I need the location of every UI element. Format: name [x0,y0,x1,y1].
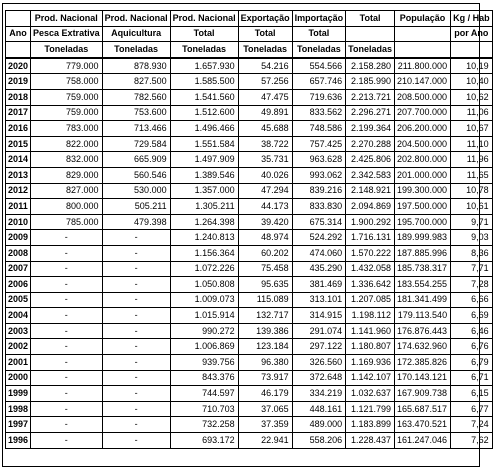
header-cell: Aquicultura [102,26,170,42]
value-cell: 10,40 [451,74,493,90]
header-cell: Total [346,11,395,27]
value-cell: 758.000 [31,74,103,90]
year-cell: 2000 [6,370,31,386]
header-cell: Kg / Hab [451,11,493,27]
header-cell [451,42,493,58]
value-cell: 748.586 [292,121,346,137]
value-cell: - [102,386,170,402]
year-cell: 2019 [6,74,31,90]
value-cell: 833.830 [292,199,346,215]
value-cell: 8,36 [451,245,493,261]
value-cell: 45.688 [238,121,292,137]
value-cell: - [31,245,103,261]
value-cell: 172.385.826 [395,355,451,371]
table-row [6,323,493,339]
header-cell: Total [238,26,292,42]
value-cell: 372.648 [292,370,346,386]
value-cell: - [31,261,103,277]
value-cell: 2.185.990 [346,74,395,90]
value-cell: 530.000 [102,183,170,199]
value-cell: 54.216 [238,58,292,74]
value-cell: 2.296.271 [346,105,395,121]
table-row [6,401,493,417]
value-cell: 759.000 [31,89,103,105]
value-cell: 44.173 [238,199,292,215]
value-cell: 1.156.364 [170,245,238,261]
table-body [6,58,493,448]
value-cell: 11,96 [451,152,493,168]
value-cell: 839.216 [292,183,346,199]
value-cell: 1.207.085 [346,292,395,308]
header-cell: Prod. Nacional [170,11,238,27]
value-cell: 2.148.921 [346,183,395,199]
header-cell: Toneladas [102,42,170,58]
value-cell: 675.314 [292,214,346,230]
value-cell: 448.161 [292,401,346,417]
value-cell: 199.300.000 [395,183,451,199]
value-cell: - [31,417,103,433]
value-cell: 60.202 [238,245,292,261]
value-cell: 1.072.226 [170,261,238,277]
header-cell [395,26,451,42]
value-cell: - [31,277,103,293]
table-row [6,370,493,386]
header-cell: Importação [292,11,346,27]
value-cell: 9,71 [451,214,493,230]
value-cell: 197.500.000 [395,199,451,215]
value-cell: 2.213.721 [346,89,395,105]
value-cell: 1.570.222 [346,245,395,261]
value-cell: 40.026 [238,167,292,183]
year-cell: 1997 [6,417,31,433]
value-cell: - [102,323,170,339]
value-cell: 201.000.000 [395,167,451,183]
table-row [6,433,493,449]
value-cell: 783.000 [31,121,103,137]
value-cell: 37.359 [238,417,292,433]
value-cell: 6,76 [451,339,493,355]
table-row [6,417,493,433]
year-cell: 2012 [6,183,31,199]
value-cell: 11,10 [451,136,493,152]
table-header [6,11,493,58]
value-cell: 2.270.288 [346,136,395,152]
value-cell: 693.172 [170,433,238,449]
value-cell: 167.909.738 [395,386,451,402]
value-cell: - [31,401,103,417]
value-cell: 713.466 [102,121,170,137]
value-cell: - [102,292,170,308]
value-cell: 6,15 [451,386,493,402]
value-cell: 665.909 [102,152,170,168]
value-cell: 6,69 [451,308,493,324]
value-cell: 297.122 [292,339,346,355]
value-cell: 785.000 [31,214,103,230]
value-cell: 939.756 [170,355,238,371]
value-cell: 176.876.443 [395,323,451,339]
value-cell: 7,28 [451,277,493,293]
value-cell: 744.597 [170,386,238,402]
table-row [6,277,493,293]
year-cell: 2013 [6,167,31,183]
table-row [6,355,493,371]
value-cell: 479.398 [102,214,170,230]
value-cell: 73.917 [238,370,292,386]
table-row [6,183,493,199]
header-cell [395,42,451,58]
table-row [6,386,493,402]
value-cell: 833.562 [292,105,346,121]
value-cell: - [102,308,170,324]
value-cell: 163.470.521 [395,417,451,433]
value-cell: 1.541.560 [170,89,238,105]
value-cell: 1.006.869 [170,339,238,355]
year-cell: 2015 [6,136,31,152]
table-row [6,105,493,121]
header-cell [346,26,395,42]
value-cell: 1.305.211 [170,199,238,215]
value-cell: 554.566 [292,58,346,74]
table-row [6,136,493,152]
value-cell: 57.256 [238,74,292,90]
value-cell: 827.500 [102,74,170,90]
value-cell: 139.386 [238,323,292,339]
value-cell: 123.184 [238,339,292,355]
value-cell: 10,61 [451,199,493,215]
value-cell: 11,06 [451,105,493,121]
header-cell: Total [292,26,346,42]
header-cell: Toneladas [292,42,346,58]
header-cell: Prod. Nacional [102,11,170,27]
table-row [6,58,493,74]
value-cell: - [31,339,103,355]
year-cell: 1998 [6,401,31,417]
value-cell: 1.336.642 [346,277,395,293]
value-cell: 95.635 [238,277,292,293]
table-row [6,152,493,168]
value-cell: - [102,277,170,293]
value-cell: - [31,355,103,371]
value-cell: 993.062 [292,167,346,183]
value-cell: - [102,355,170,371]
value-cell: 195.700.000 [395,214,451,230]
value-cell: 759.000 [31,105,103,121]
value-cell: - [102,261,170,277]
value-cell: 1.180.807 [346,339,395,355]
header-cell: Ano [6,26,31,42]
table-row [6,214,493,230]
value-cell: 779.000 [31,58,103,74]
header-cell: Total [170,26,238,42]
value-cell: 187.885.996 [395,245,451,261]
value-cell: 174.632.960 [395,339,451,355]
value-cell: 39.420 [238,214,292,230]
value-cell: - [102,417,170,433]
value-cell: 1.432.058 [346,261,395,277]
value-cell: 6,79 [451,355,493,371]
value-cell: 170.143.121 [395,370,451,386]
value-cell: 313.101 [292,292,346,308]
year-cell: 2005 [6,292,31,308]
value-cell: 49.891 [238,105,292,121]
value-cell: 10,19 [451,58,493,74]
value-cell: 1.264.398 [170,214,238,230]
table-row [6,308,493,324]
value-cell: 990.272 [170,323,238,339]
year-cell: 2016 [6,121,31,137]
value-cell: 1.183.899 [346,417,395,433]
header-cell: por Ano [451,26,493,42]
value-cell: 7,62 [451,433,493,449]
table-row [6,167,493,183]
value-cell: 710.703 [170,401,238,417]
value-cell: 7,71 [451,261,493,277]
value-cell: - [102,339,170,355]
value-cell: 189.999.983 [395,230,451,246]
value-cell: - [102,245,170,261]
value-cell: 161.247.046 [395,433,451,449]
value-cell: 47.475 [238,89,292,105]
value-cell: 1.169.936 [346,355,395,371]
table-row [6,121,493,137]
value-cell: 326.560 [292,355,346,371]
value-cell: 6,46 [451,323,493,339]
value-cell: - [31,308,103,324]
value-cell: - [31,433,103,449]
year-cell: 2002 [6,339,31,355]
value-cell: 843.376 [170,370,238,386]
fish-production-table [5,10,493,449]
value-cell: - [31,292,103,308]
header-cell: Toneladas [31,42,103,58]
value-cell: 1.585.500 [170,74,238,90]
value-cell: 2.094.869 [346,199,395,215]
value-cell: 1.389.546 [170,167,238,183]
year-cell: 2006 [6,277,31,293]
year-cell: 2011 [6,199,31,215]
value-cell: 35.731 [238,152,292,168]
value-cell: 489.000 [292,417,346,433]
value-cell: 1.496.466 [170,121,238,137]
year-cell: 2001 [6,355,31,371]
value-cell: 524.292 [292,230,346,246]
header-row [6,11,493,27]
value-cell: 38.722 [238,136,292,152]
value-cell: 1.657.930 [170,58,238,74]
value-cell: 1.141.960 [346,323,395,339]
value-cell: 48.974 [238,230,292,246]
value-cell: 208.500.000 [395,89,451,105]
document-frame [2,3,490,467]
table-row [6,89,493,105]
value-cell: 800.000 [31,199,103,215]
value-cell: 1.142.107 [346,370,395,386]
value-cell: 2.158.280 [346,58,395,74]
value-cell: 204.500.000 [395,136,451,152]
header-cell [6,11,31,27]
value-cell: 1.228.437 [346,433,395,449]
value-cell: 9,03 [451,230,493,246]
value-cell: 381.469 [292,277,346,293]
year-cell: 1999 [6,386,31,402]
value-cell: 115.089 [238,292,292,308]
value-cell: 10,78 [451,183,493,199]
value-cell: 732.258 [170,417,238,433]
value-cell: 132.717 [238,308,292,324]
value-cell: 202.800.000 [395,152,451,168]
value-cell: 10,62 [451,89,493,105]
header-cell: Toneladas [346,42,395,58]
value-cell: 207.700.000 [395,105,451,121]
value-cell: 211.800.000 [395,58,451,74]
value-cell: 657.746 [292,74,346,90]
value-cell: 37.065 [238,401,292,417]
value-cell: 1.716.131 [346,230,395,246]
value-cell: 7,24 [451,417,493,433]
value-cell: 185.738.317 [395,261,451,277]
value-cell: 1.240.813 [170,230,238,246]
table-row [6,261,493,277]
value-cell: 827.000 [31,183,103,199]
value-cell: 291.074 [292,323,346,339]
value-cell: 1.357.000 [170,183,238,199]
value-cell: 2.425.806 [346,152,395,168]
value-cell: 6,77 [451,401,493,417]
value-cell: - [31,230,103,246]
value-cell: 10,67 [451,121,493,137]
value-cell: 729.584 [102,136,170,152]
value-cell: 963.628 [292,152,346,168]
header-cell: Exportação [238,11,292,27]
value-cell: 558.206 [292,433,346,449]
year-cell: 2009 [6,230,31,246]
value-cell: 165.687.517 [395,401,451,417]
value-cell: 22.941 [238,433,292,449]
value-cell: 334.219 [292,386,346,402]
year-cell: 2017 [6,105,31,121]
header-cell: Prod. Nacional [31,11,103,27]
value-cell: 560.546 [102,167,170,183]
year-cell: 2014 [6,152,31,168]
value-cell: 782.560 [102,89,170,105]
value-cell: - [31,386,103,402]
value-cell: 822.000 [31,136,103,152]
value-cell: 179.113.540 [395,308,451,324]
value-cell: 181.341.499 [395,292,451,308]
value-cell: 832.000 [31,152,103,168]
year-cell: 1996 [6,433,31,449]
year-cell: 2004 [6,308,31,324]
table-row [6,292,493,308]
table-row [6,245,493,261]
value-cell: 435.290 [292,261,346,277]
value-cell: 1.198.112 [346,308,395,324]
value-cell: - [102,370,170,386]
year-cell: 2010 [6,214,31,230]
value-cell: 1.032.637 [346,386,395,402]
value-cell: 6,66 [451,292,493,308]
value-cell: 1.015.914 [170,308,238,324]
header-cell [6,42,31,58]
value-cell: 183.554.255 [395,277,451,293]
value-cell: 829.000 [31,167,103,183]
value-cell: 2.342.583 [346,167,395,183]
value-cell: 1.121.799 [346,401,395,417]
year-cell: 2020 [6,58,31,74]
value-cell: 96.380 [238,355,292,371]
value-cell: - [31,370,103,386]
header-cell: Pesca Extrativa [31,26,103,42]
value-cell: 1.050.808 [170,277,238,293]
value-cell: 1.551.584 [170,136,238,152]
value-cell: - [102,401,170,417]
header-cell: Toneladas [238,42,292,58]
header-cell: Toneladas [170,42,238,58]
value-cell: 719.636 [292,89,346,105]
value-cell: 206.200.000 [395,121,451,137]
value-cell: 1.497.909 [170,152,238,168]
value-cell: 505.211 [102,199,170,215]
value-cell: 1.512.600 [170,105,238,121]
value-cell: 47.294 [238,183,292,199]
value-cell: 1.900.292 [346,214,395,230]
value-cell: 314.915 [292,308,346,324]
table-row [6,339,493,355]
value-cell: 474.060 [292,245,346,261]
value-cell: 757.425 [292,136,346,152]
table-row [6,199,493,215]
value-cell: 2.199.364 [346,121,395,137]
value-cell: 46.179 [238,386,292,402]
header-cell: População [395,11,451,27]
value-cell: - [102,230,170,246]
table-row [6,74,493,90]
header-row [6,42,493,58]
table-row [6,230,493,246]
year-cell: 2003 [6,323,31,339]
year-cell: 2008 [6,245,31,261]
year-cell: 2018 [6,89,31,105]
header-row [6,26,493,42]
value-cell: - [102,433,170,449]
value-cell: 6,71 [451,370,493,386]
value-cell: - [31,323,103,339]
value-cell: 210.147.000 [395,74,451,90]
value-cell: 75.458 [238,261,292,277]
value-cell: 1.009.073 [170,292,238,308]
value-cell: 753.600 [102,105,170,121]
value-cell: 878.930 [102,58,170,74]
value-cell: 11,65 [451,167,493,183]
year-cell: 2007 [6,261,31,277]
